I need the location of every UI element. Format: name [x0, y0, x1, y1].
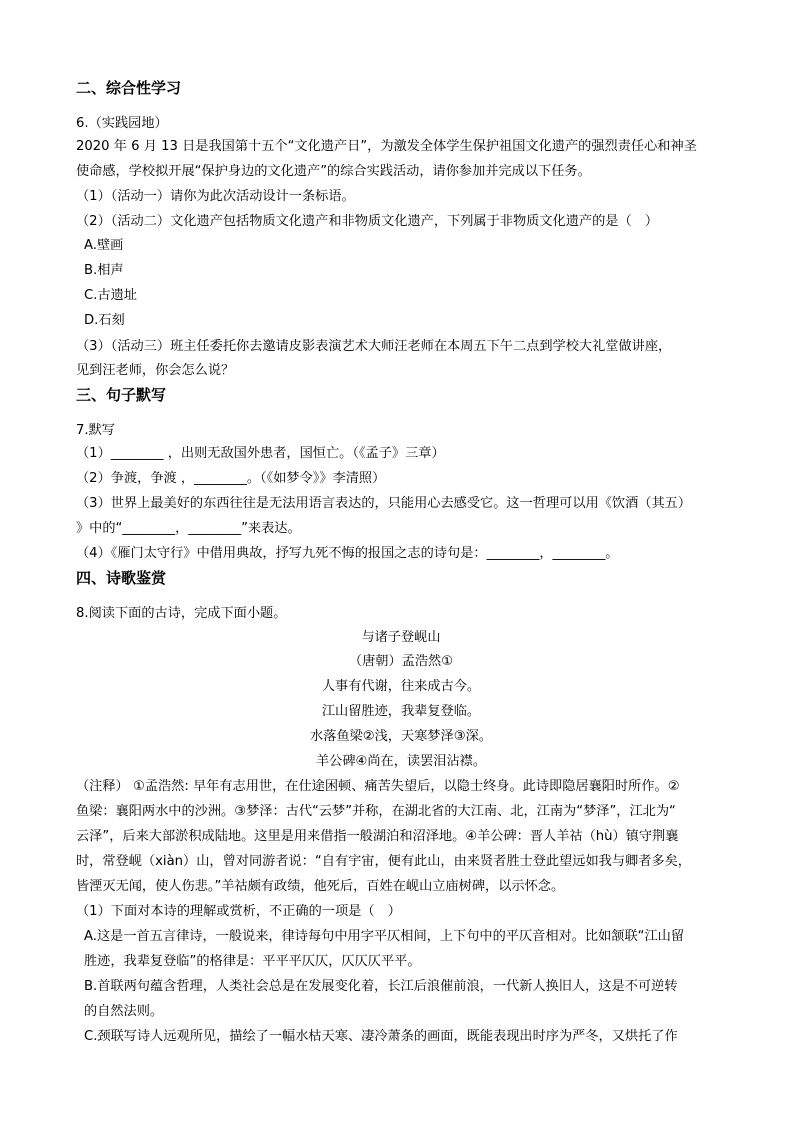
question-6-number: 6.（实践园地） [76, 116, 168, 131]
question-7-item-2: （2）争渡，争渡 ，________。（《如梦令》》李清照） [76, 471, 386, 486]
poem-line-4: 羊公碑④尚在，读罢泪沾襟。 [315, 754, 487, 769]
choice-c-line-1: C.颈联写诗人远观所见，描绘了一幅水枯天寒、凄冷萧条的画面，既能表现出时序为严冬，又烘托了作 [84, 1029, 678, 1044]
question-6-activity-3-line-2: 见到汪老师，你会怎么说？ [76, 363, 235, 378]
poem-note-line-1: （注释） ①孟浩然: 早年有志用世，在仕途困顿、痛苦失望后，以隐士终身。此诗即隐居襄阳时所作。② [76, 779, 680, 794]
question-6-option-c: C.古遗址 [84, 288, 137, 303]
poem-note-line-2: 鱼梁：襄阳两水中的沙洲。③梦泽：古代“云梦”并称，在湖北省的大江南、北，江南为“梦泽”，江北为“ [76, 804, 676, 819]
question-6-intro-line-2: 使命感，学校拟开展“保护身边的文化遗产”的综合实践活动，请你参加并完成以下任务。 [76, 164, 591, 179]
question-6-activity-2: （2）（活动二）文化遗产包括物质文化遗产和非物质文化遗产，下列属于非物质文化遗产的是（ ） [76, 214, 659, 229]
poem-note-line-3: 云泽”，后来大部淤积成陆地。这里是用来借指一般湖泊和沼泽地。④羊公碑：晋人羊祜（hù）镇守荆襄 [76, 829, 679, 844]
choice-a-line-2: 胜迹，我辈复登临”的格律是：平平平仄仄，仄仄仄平平。 [84, 954, 421, 969]
section-heading-sentence-dictation: 三、句子默写 [76, 386, 167, 404]
section-heading-comprehensive-study: 二、综合性学习 [76, 79, 182, 97]
question-6-activity-3-line-1: （3）（活动三）班主任委托你去邀请皮影表演艺术大师汪老师在本周五下午二点到学校大礼堂做讲座， [76, 339, 672, 354]
choice-b-line-1: B.首联两句蕴含哲理，人类社会总是在发展变化着，长江后浪催前浪，一代新人换旧人，这是不可逆转 [84, 979, 678, 994]
poem-line-2: 江山留胜迹，我辈复登临。 [321, 704, 481, 719]
question-7-number: 7.默写 [76, 423, 115, 438]
question-6-option-d: D.石刻 [84, 313, 125, 328]
poem-note-line-5: 皆湮灭无闻，使人伤悲。”羊祜颇有政绩，他死后，百姓在岘山立庙树碑，以示怀念。 [76, 879, 565, 894]
question-8-intro: 8.阅读下面的古诗，完成下面小题。 [76, 606, 287, 621]
poem-line-1: 人事有代谢，往来成古今。 [321, 679, 481, 694]
question-7-item-1: （1）________ ，出则无敌国外患者，国恒亡。（《孟子》三章） [76, 446, 445, 461]
question-7-item-3-line-1: （3）世界上最美好的东西往往是无法用语言表达的，只能用心去感受它。这一哲理可以用《饮酒（其五） [76, 496, 692, 511]
question-6-option-b: B.相声 [84, 263, 124, 278]
question-6-activity-1: （1）（活动一）请你为此次活动设计一条标语。 [76, 189, 355, 204]
question-6-intro-line-1: 2020 年 6 月 13 日是我国第十五个“文化遗产日”，为激发全体学生保护祖国文化遗产的强烈责任心和神圣 [76, 139, 697, 154]
choice-b-line-2: 的自然法则。 [84, 1004, 164, 1019]
question-7-item-4: （4）《雁门太守行》中借用典故，抒写九死不悔的报国之志的诗句是：________，________。 [76, 546, 619, 561]
poem-title: 与诸子登岘山 [361, 630, 441, 645]
poem-note-line-4: 时，常登岘（xiàn）山，曾对同游者说：“自有宇宙，便有此山，由来贤者胜士登此望远如我与卿者多矣， [76, 854, 691, 869]
question-8-sub-1: （1）下面对本诗的理解或赏析，不正确的一项是（ ） [76, 904, 401, 919]
question-7-item-3-line-2: 》中的“________，________”来表达。 [76, 521, 301, 536]
choice-a-line-1: A.这是一首五言律诗，一般说来，律诗每句中用字平仄相间，上下句中的平仄音相对。比如颔联“江山留 [84, 929, 685, 944]
poem-line-3: 水落鱼梁②浅，天寒梦泽③深。 [310, 729, 492, 744]
section-heading-poetry-appreciation: 四、诗歌鉴赏 [76, 569, 167, 587]
poem-author: （唐朝）孟浩然① [348, 654, 454, 669]
question-6-option-a: A.壁画 [84, 238, 124, 253]
